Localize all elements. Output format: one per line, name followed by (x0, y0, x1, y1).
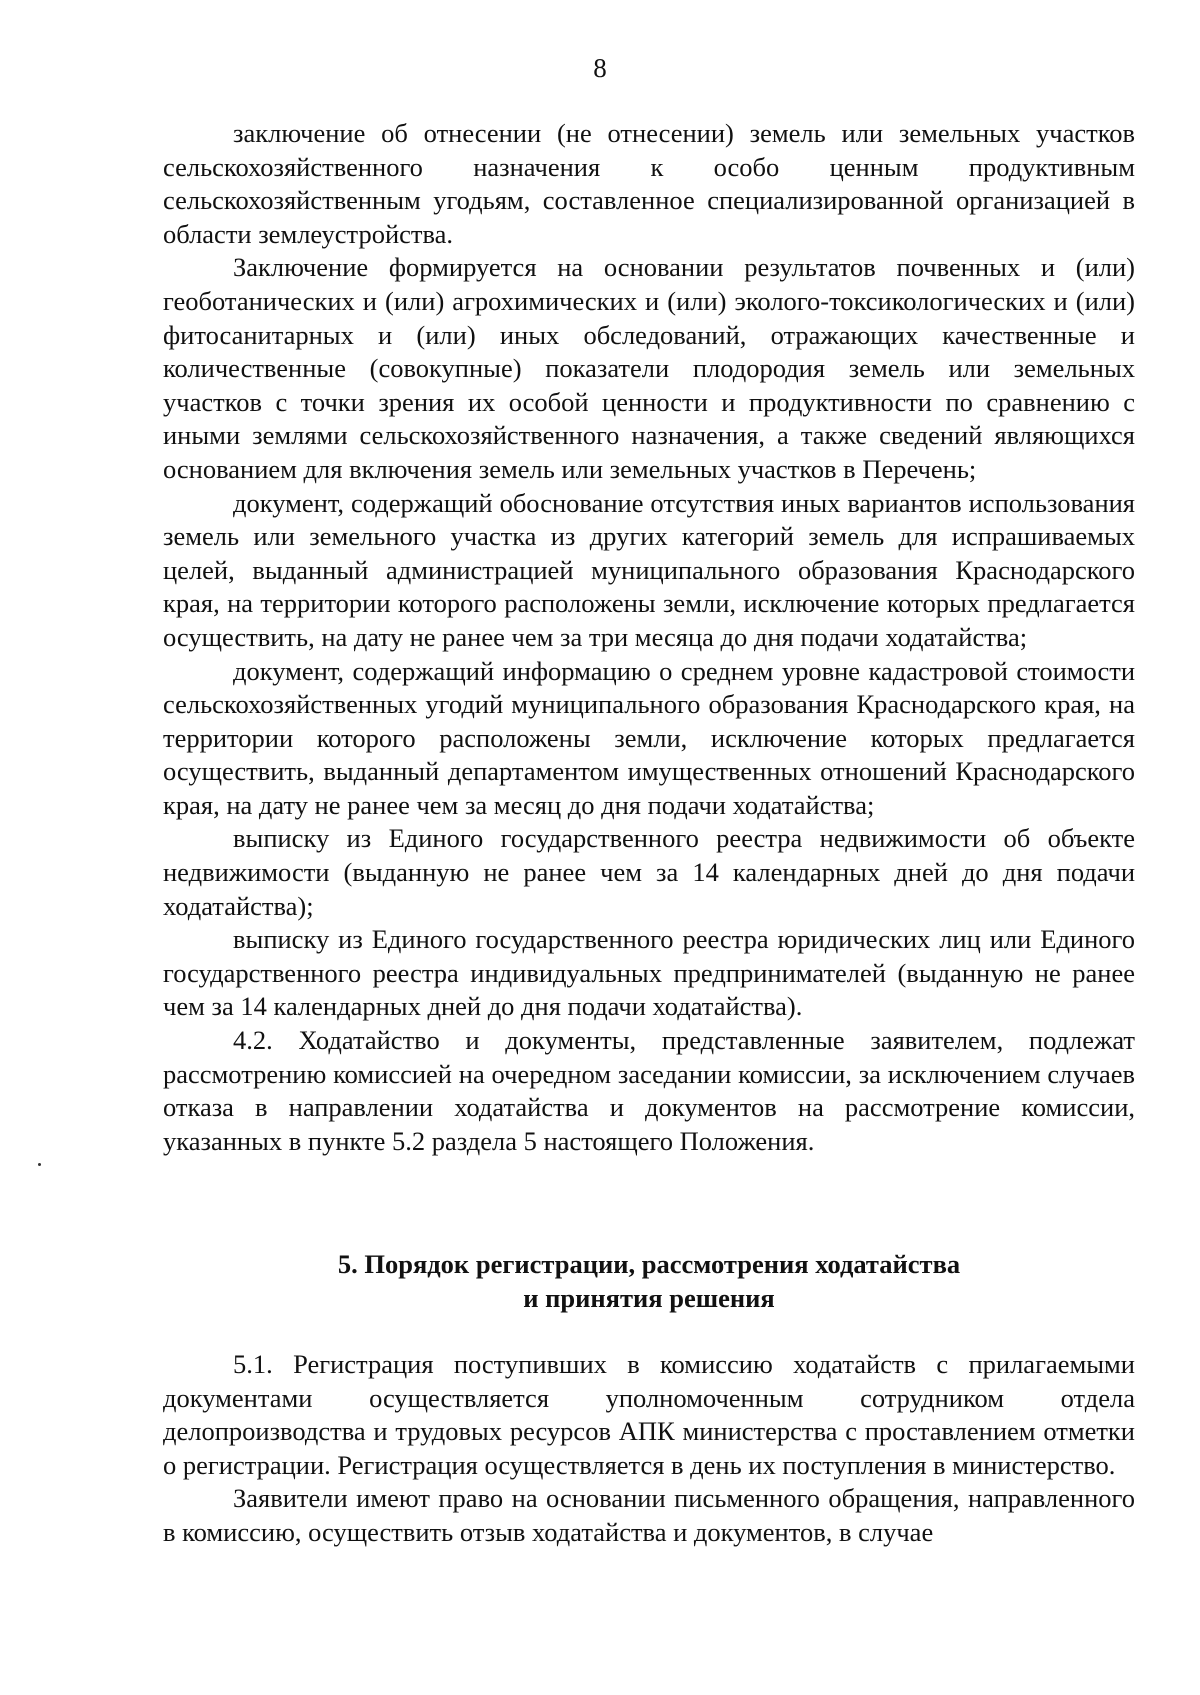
paragraph-egrul-extract: выписку из Единого государственного реестра юридических лиц или Единого государственного реестра индивидуальных предпринимателей (выданную не ранее чем за 14 календарных дней до дня подачи ходатайства). (163, 924, 1135, 1022)
paragraph-egrn-extract: выписку из Единого государственного реестра недвижимости об объекте недвижимости (выданную не ранее чем за 14 календарных дней до дня подачи ходатайства); (163, 823, 1135, 921)
section-heading-line-1: 5. Порядок регистрации, рассмотрения ходатайства (337, 1249, 961, 1279)
section-text-block (163, 1348, 1135, 1550)
paragraph-document-justification: документ, содержащий обоснование отсутствия иных вариантов использования земель или земельного участка из других категорий земель для испрашиваемых целей, выданный администрацией муниципального образования Краснодарского края, на территории которого расположены земли, исключение которых предлагается осуществить, на дату не ранее чем за три месяца до дня подачи ходатайства; (163, 487, 1135, 652)
scan-speck (38, 1163, 41, 1166)
paragraph-conclusion: заключение об отнесении (не отнесении) земель или земельных участков сельскохозяйственного назначения к особо ценным продуктивным сельскохозяйственным угодьям, составленное специализированной организацией в области землеустройства. (163, 118, 1135, 249)
paragraph-document-cadastral-value: документ, содержащий информацию о среднем уровне кадастровой стоимости сельскохозяйственных угодий муниципального образования Краснодарского края, на территории которого расположены земли, исключение которых предлагается осуществить, выданный департаментом имущественных отношений Краснодарского края, на дату не ранее чем за месяц до дня подачи ходатайства; (163, 655, 1135, 820)
body-text-block (163, 117, 1135, 1158)
section-heading (163, 1247, 1135, 1315)
section-heading-line-2: и принятия решения (523, 1283, 775, 1313)
paragraph-conclusion-basis: Заключение формируется на основании результатов почвенных и (или) геоботанических и (или) агрохимических и (или) эколого-токсикологических и (или) фитосанитарных и (или) иных обследований, отражающих качественные и количественные (совокупные) показатели плодородия земель или земельных участков с точки зрения их особой ценности и продуктивности по сравнению с иными землями сельскохозяйственного назначения, а также сведений являющихся основанием для включения земель или земельных участков в Перечень; (163, 252, 1135, 484)
paragraph-withdrawal: Заявители имеют право на основании письменного обращения, направленного в комиссию, осуществить отзыв ходатайства и документов, в случае (163, 1483, 1135, 1547)
paragraph-5-1: 5.1. Регистрация поступивших в комиссию ходатайств с прилагаемыми документами осуществляется уполномоченным сотрудником отдела делопроизводства и трудовых ресурсов АПК министерства с проставлением отметки о регистрации. Регистрация осуществляется в день их поступления в министерство. (163, 1349, 1135, 1480)
page-number: 8 (593, 53, 607, 83)
paragraph-4-2: 4.2. Ходатайство и документы, представленные заявителем, подлежат рассмотрению комиссией на очередном заседании комиссии, за исключением случаев отказа в направлении ходатайства и документов на рассмотрение комиссии, указанных в пункте 5.2 раздела 5 настоящего Положения. (163, 1025, 1135, 1156)
